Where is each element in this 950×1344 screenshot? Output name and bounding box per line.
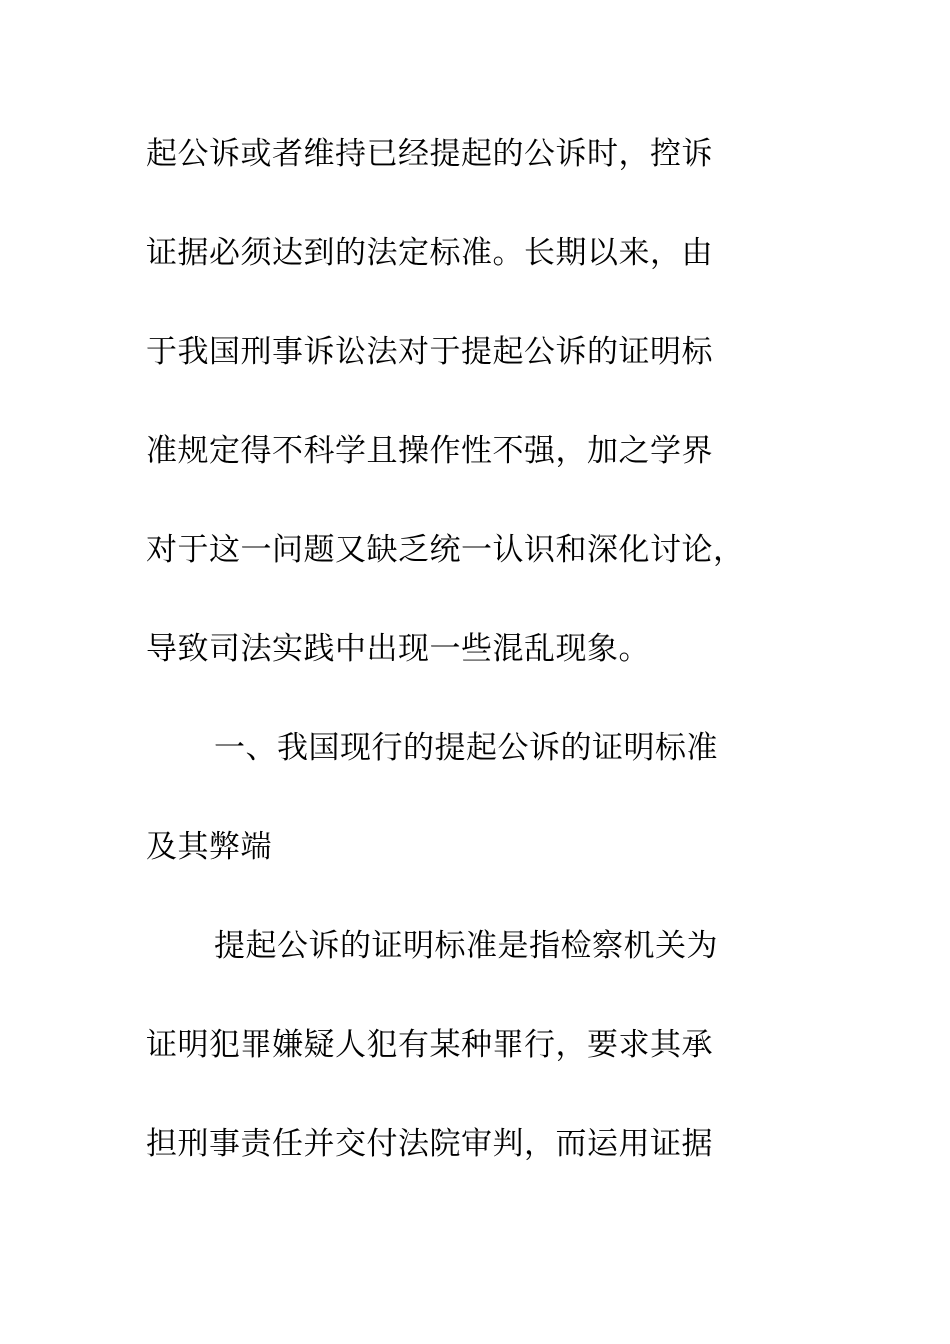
body-text-line-8: 证明犯罪嫌疑人犯有某种罪行，要求其承 — [146, 1027, 713, 1063]
body-text-line-7: 提起公诉的证明标准是指检察机关为 — [214, 928, 718, 964]
section-heading-line-2: 及其弊端 — [146, 829, 272, 865]
body-text-line-5: 对于这一问题又缺乏统一认识和深化讨论， — [146, 532, 745, 568]
body-text-line-6: 导致司法实践中出现一些混乱现象。 — [146, 631, 650, 667]
body-text-line-3: 于我国刑事诉讼法对于提起公诉的证明标 — [146, 334, 713, 370]
section-heading-line-1: 一、我国现行的提起公诉的证明标准 — [214, 730, 718, 766]
body-text-line-1: 起公诉或者维持已经提起的公诉时，控诉 — [146, 136, 713, 172]
body-text-line-9: 担刑事责任并交付法院审判，而运用证据 — [146, 1126, 713, 1162]
body-text-line-2: 证据必须达到的法定标准。长期以来，由 — [146, 235, 713, 271]
body-text-line-4: 准规定得不科学且操作性不强，加之学界 — [146, 433, 713, 469]
